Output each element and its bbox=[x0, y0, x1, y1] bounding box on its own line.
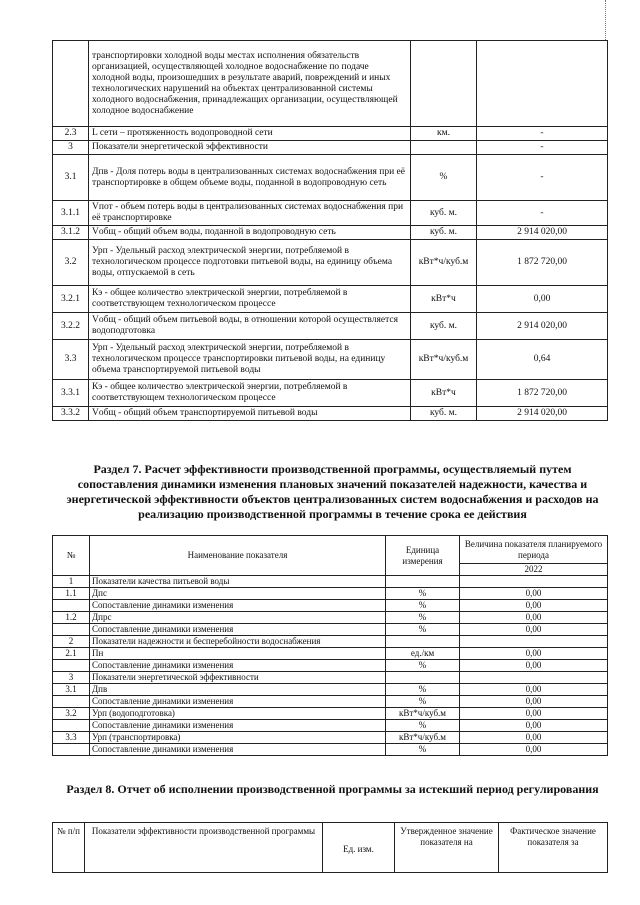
header-num: № п/п bbox=[53, 823, 85, 873]
table-row bbox=[53, 141, 608, 155]
row-name-cell: Vобщ - общий объем воды, поданной в водопроводную сеть bbox=[89, 226, 411, 240]
header-num: № bbox=[53, 536, 90, 576]
row-value-cell: 0,00 bbox=[460, 588, 608, 600]
table-row bbox=[53, 648, 608, 660]
row-unit-cell: кВт*ч/куб.м bbox=[411, 340, 477, 380]
row-number-cell bbox=[53, 41, 89, 127]
table-row bbox=[53, 660, 608, 672]
efficiency-calculation-table bbox=[52, 535, 608, 756]
row-value-cell: 0,00 bbox=[460, 732, 608, 744]
table-row bbox=[53, 732, 608, 744]
row-unit-cell: кВт*ч/куб.м bbox=[411, 240, 477, 286]
table-row bbox=[53, 201, 608, 226]
row-value-cell: 0,00 bbox=[460, 660, 608, 672]
row-number-cell: 1 bbox=[53, 576, 90, 588]
row-unit-cell: % bbox=[386, 612, 460, 624]
row-number-cell bbox=[53, 600, 90, 612]
row-value-cell: - bbox=[477, 141, 608, 155]
row-number-cell bbox=[53, 720, 90, 732]
table-row bbox=[53, 41, 608, 127]
right-margin-dots bbox=[605, 0, 608, 40]
header-name: Показатели эффективности производственной программы bbox=[85, 823, 323, 873]
row-number-cell: 1.2 bbox=[53, 612, 90, 624]
table-row bbox=[53, 696, 608, 708]
row-unit-cell: % bbox=[386, 600, 460, 612]
row-number-cell: 2.1 bbox=[53, 648, 90, 660]
table-row bbox=[53, 340, 608, 380]
row-unit-cell: куб. м. bbox=[411, 313, 477, 340]
table-row bbox=[53, 286, 608, 313]
row-number-cell: 3 bbox=[53, 672, 90, 684]
row-value-cell: 1 872 720,00 bbox=[477, 380, 608, 407]
row-unit-cell bbox=[386, 672, 460, 684]
row-name-cell: Урп - Удельный расход электрической энергии, потребляемой в технологическом процессе транспортировки питьевой воды, на единицу объема транспортируемой питьевой воды bbox=[89, 340, 411, 380]
row-name-cell: Сопоставление динамики изменения bbox=[90, 624, 386, 636]
section-8-heading: Раздел 8. Отчет об исполнении производственной программы за истекший период регулирования bbox=[66, 782, 599, 796]
row-name-cell: Показатели качества питьевой воды bbox=[90, 576, 386, 588]
row-number-cell: 3.2.2 bbox=[53, 313, 89, 340]
table-row bbox=[53, 127, 608, 141]
row-name-cell: L сети – протяженность водопроводной сети bbox=[89, 127, 411, 141]
row-value-cell bbox=[460, 636, 608, 648]
row-name-cell: Сопоставление динамики изменения bbox=[90, 720, 386, 732]
row-name-cell: Пн bbox=[90, 648, 386, 660]
row-name-cell: Сопоставление динамики изменения bbox=[90, 744, 386, 756]
execution-report-table bbox=[52, 822, 608, 873]
row-number-cell: 2 bbox=[53, 636, 90, 648]
row-number-cell bbox=[53, 696, 90, 708]
row-unit-cell: % bbox=[386, 744, 460, 756]
row-value-cell: 0,00 bbox=[460, 648, 608, 660]
row-value-cell: 0,00 bbox=[460, 684, 608, 696]
table-header-row bbox=[53, 823, 608, 873]
table-row bbox=[53, 380, 608, 407]
row-value-cell: 0,00 bbox=[460, 624, 608, 636]
row-name-cell: Показатели надежности и бесперебойности водоснабжения bbox=[90, 636, 386, 648]
table-row bbox=[53, 612, 608, 624]
row-unit-cell: % bbox=[386, 588, 460, 600]
header-approved: Утвержденное значение показателя на bbox=[395, 823, 499, 873]
row-value-cell: 0,00 bbox=[477, 286, 608, 313]
section-7-heading: Раздел 7. Расчет эффективности производственной программы, осуществляемый путем сопоставления динамики изменения плановых значений показателей надежности, качества и энергетической эффективности объектов централизованных систем водоснабжения и расходов на реализацию производственной программы в течение срока ее действия bbox=[66, 462, 599, 521]
row-unit-cell: % bbox=[386, 624, 460, 636]
row-unit-cell: % bbox=[411, 155, 477, 201]
row-name-cell: Дпв - Доля потерь воды в централизованных системах водоснабжения при её транспортировке в общем объеме воды, поданной в водопроводную сеть bbox=[89, 155, 411, 201]
row-value-cell: 0,00 bbox=[460, 720, 608, 732]
row-unit-cell bbox=[386, 636, 460, 648]
row-unit-cell: % bbox=[386, 684, 460, 696]
row-number-cell bbox=[53, 660, 90, 672]
row-unit-cell: куб. м. bbox=[411, 201, 477, 226]
row-value-cell: 2 914 020,00 bbox=[477, 407, 608, 421]
row-unit-cell: % bbox=[386, 660, 460, 672]
table-row bbox=[53, 576, 608, 588]
header-unit: Единица измерения bbox=[386, 536, 460, 576]
table-row bbox=[53, 672, 608, 684]
table-row bbox=[53, 407, 608, 421]
row-value-cell: 2 914 020,00 bbox=[477, 313, 608, 340]
row-unit-cell: кВт*ч/куб.м bbox=[386, 732, 460, 744]
row-number-cell: 3.3.2 bbox=[53, 407, 89, 421]
row-unit-cell: кВт*ч bbox=[411, 380, 477, 407]
header-name: Наименование показателя bbox=[90, 536, 386, 576]
table-row bbox=[53, 624, 608, 636]
table-row bbox=[53, 313, 608, 340]
row-name-cell: Кэ - общее количество электрической энергии, потребляемой в соответствующем технологическом процессе bbox=[89, 286, 411, 313]
row-name-cell: Сопоставление динамики изменения bbox=[90, 660, 386, 672]
row-unit-cell: кВт*ч bbox=[411, 286, 477, 313]
row-number-cell: 3.2 bbox=[53, 240, 89, 286]
table-row bbox=[53, 684, 608, 696]
row-number-cell: 3.1.2 bbox=[53, 226, 89, 240]
row-number-cell: 3.2 bbox=[53, 708, 90, 720]
row-number-cell: 3.1.1 bbox=[53, 201, 89, 226]
row-unit-cell: куб. м. bbox=[411, 407, 477, 421]
row-value-cell bbox=[460, 672, 608, 684]
row-value-cell: 0,00 bbox=[460, 708, 608, 720]
row-unit-cell: % bbox=[386, 696, 460, 708]
row-number-cell: 3.2.1 bbox=[53, 286, 89, 313]
header-value: Величина показателя планируемого периода bbox=[460, 536, 608, 564]
row-name-cell: Кэ - общее количество электрической энергии, потребляемой в соответствующем технологическом процессе bbox=[89, 380, 411, 407]
row-unit-cell bbox=[411, 41, 477, 127]
row-name-cell: Сопоставление динамики изменения bbox=[90, 696, 386, 708]
row-name-cell: Дпрс bbox=[90, 612, 386, 624]
row-name-cell: транспортировки холодной воды местах исполнения обязательств организацией, осуществляющей холодное водоснабжение по подаче холодной воды, произошедших в результате аварий, повреждений и иных технологических нарушений на объектах централизованной системы холодного водоснабжения, принадлежащих организации, осуществляющей холодное водоснабжение bbox=[89, 41, 411, 127]
row-name-cell: Урп (водоподготовка) bbox=[90, 708, 386, 720]
row-number-cell: 3.1 bbox=[53, 684, 90, 696]
row-unit-cell: % bbox=[386, 720, 460, 732]
row-unit-cell: ед./км bbox=[386, 648, 460, 660]
row-name-cell: Сопоставление динамики изменения bbox=[90, 600, 386, 612]
row-name-cell: Vпот - объем потерь воды в централизованных системах водоснабжения при её транспортировке bbox=[89, 201, 411, 226]
row-name-cell: Дпс bbox=[90, 588, 386, 600]
row-value-cell: 0,00 bbox=[460, 600, 608, 612]
row-value-cell: - bbox=[477, 155, 608, 201]
row-unit-cell: км. bbox=[411, 127, 477, 141]
row-value-cell: - bbox=[477, 201, 608, 226]
energy-indicators-table bbox=[52, 40, 608, 421]
table-row bbox=[53, 240, 608, 286]
header-year: 2022 bbox=[460, 564, 608, 576]
row-name-cell: Урп - Удельный расход электрической энергии, потребляемой в технологическом процессе подготовки питьевой воды, на единицу объема воды, отпускаемой в сеть bbox=[89, 240, 411, 286]
table-row bbox=[53, 708, 608, 720]
header-actual: Фактическое значение показателя за bbox=[499, 823, 608, 873]
row-number-cell: 2.3 bbox=[53, 127, 89, 141]
table-row bbox=[53, 744, 608, 756]
row-name-cell: Показатели энергетической эффективности bbox=[90, 672, 386, 684]
row-value-cell: 2 914 020,00 bbox=[477, 226, 608, 240]
row-number-cell: 1.1 bbox=[53, 588, 90, 600]
row-unit-cell: кВт*ч/куб.м bbox=[386, 708, 460, 720]
row-number-cell bbox=[53, 624, 90, 636]
row-unit-cell bbox=[411, 141, 477, 155]
row-name-cell: Vобщ - общий объем питьевой воды, в отношении которой осуществляется водоподготовка bbox=[89, 313, 411, 340]
table-row bbox=[53, 226, 608, 240]
row-number-cell: 3 bbox=[53, 141, 89, 155]
row-number-cell: 3.3.1 bbox=[53, 380, 89, 407]
row-value-cell bbox=[460, 576, 608, 588]
row-name-cell: Показатели энергетической эффективности bbox=[89, 141, 411, 155]
row-number-cell: 3.3 bbox=[53, 340, 89, 380]
header-unit: Ед. изм. bbox=[323, 823, 395, 873]
row-value-cell: 0,00 bbox=[460, 696, 608, 708]
table-header-row bbox=[53, 536, 608, 564]
row-value-cell: 0,64 bbox=[477, 340, 608, 380]
table-row bbox=[53, 636, 608, 648]
row-value-cell: 0,00 bbox=[460, 612, 608, 624]
row-unit-cell bbox=[386, 576, 460, 588]
row-number-cell bbox=[53, 744, 90, 756]
table-row bbox=[53, 155, 608, 201]
row-value-cell: 0,00 bbox=[460, 744, 608, 756]
row-unit-cell: куб. м. bbox=[411, 226, 477, 240]
row-name-cell: Дпв bbox=[90, 684, 386, 696]
table-row bbox=[53, 720, 608, 732]
table-row bbox=[53, 600, 608, 612]
row-value-cell bbox=[477, 41, 608, 127]
row-number-cell: 3.1 bbox=[53, 155, 89, 201]
row-value-cell: 1 872 720,00 bbox=[477, 240, 608, 286]
row-number-cell: 3.3 bbox=[53, 732, 90, 744]
table-row bbox=[53, 588, 608, 600]
row-name-cell: Урп (транспортировка) bbox=[90, 732, 386, 744]
row-value-cell: - bbox=[477, 127, 608, 141]
row-name-cell: Vобщ - общий объем транспортируемой питьевой воды bbox=[89, 407, 411, 421]
